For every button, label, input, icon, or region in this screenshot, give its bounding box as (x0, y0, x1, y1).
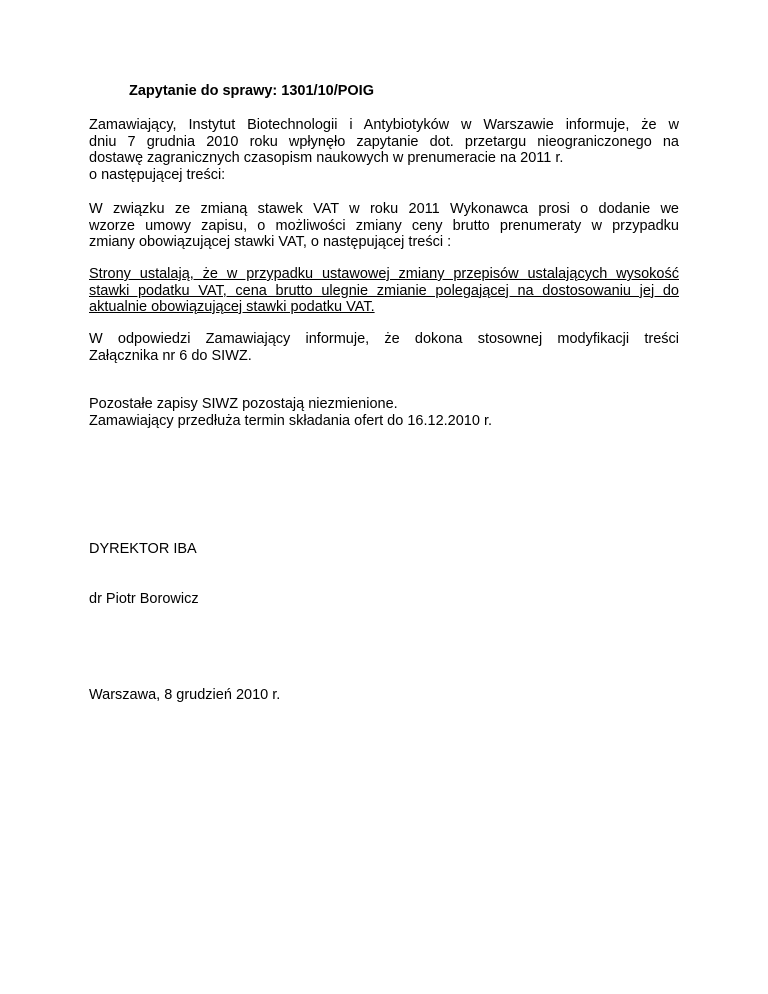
paragraph-line: W odpowiedzi Zamawiający informuje, że dokona stosownej modyfikacji treści (89, 331, 679, 347)
paragraph-line: Zamawiający przedłuża termin składania ofert do 16.12.2010 r. (89, 412, 492, 429)
paragraph-line: o następującej treści: (89, 166, 226, 183)
signature-name (89, 591, 679, 608)
paragraph-line: zmiany obowiązującej stawki VAT, o następującej treści : (89, 234, 452, 250)
paragraph-line: Zamawiający, Instytut Biotechnologii i Antybiotyków w Warszawie informuje, że w (89, 117, 679, 133)
paragraph-line: dostawę zagranicznych czasopism naukowych w prenumeracie na 2011 r. (89, 150, 564, 166)
paragraph-line: Załącznika nr 6 do SIWZ. (89, 347, 252, 364)
signature-position-text: DYREKTOR IBA (89, 541, 197, 557)
paragraph-line: dniu 7 grudnia 2010 roku wpłynęło zapytanie dot. przetargu nieograniczonego na (89, 133, 679, 150)
paragraph-inquiry-info (89, 117, 679, 183)
signature-position (89, 541, 679, 558)
paragraph-line: wzorze umowy zapisu, o możliwości zmiany ceny brutto prenumeraty w przypadku (89, 217, 679, 234)
paragraph-line: Pozostałe zapisy SIWZ pozostają niezmienione. (89, 396, 398, 412)
paragraph-vat-request (89, 201, 679, 251)
document-title: Zapytanie do sprawy: 1301/10/POIG (129, 83, 374, 99)
paragraph-proposed-clause (89, 266, 679, 316)
place-date-text: Warszawa, 8 grudzień 2010 r. (89, 687, 281, 703)
paragraph-line: aktualnie obowiązującej stawki podatku VAT. (89, 299, 375, 315)
paragraph-line: stawki podatku VAT, cena brutto ulegnie zmianie polegającej na dostosowaniu jej do (89, 282, 679, 299)
signature-name-text: dr Piotr Borowicz (89, 591, 199, 607)
paragraph-closing (89, 396, 679, 429)
paragraph-line: W związku ze zmianą stawek VAT w roku 2011 Wykonawca prosi o dodanie we (89, 201, 679, 217)
place-date (89, 687, 679, 704)
paragraph-answer (89, 331, 679, 364)
paragraph-line: Strony ustalają, że w przypadku ustawowej zmiany przepisów ustalających wysokość (89, 266, 679, 282)
